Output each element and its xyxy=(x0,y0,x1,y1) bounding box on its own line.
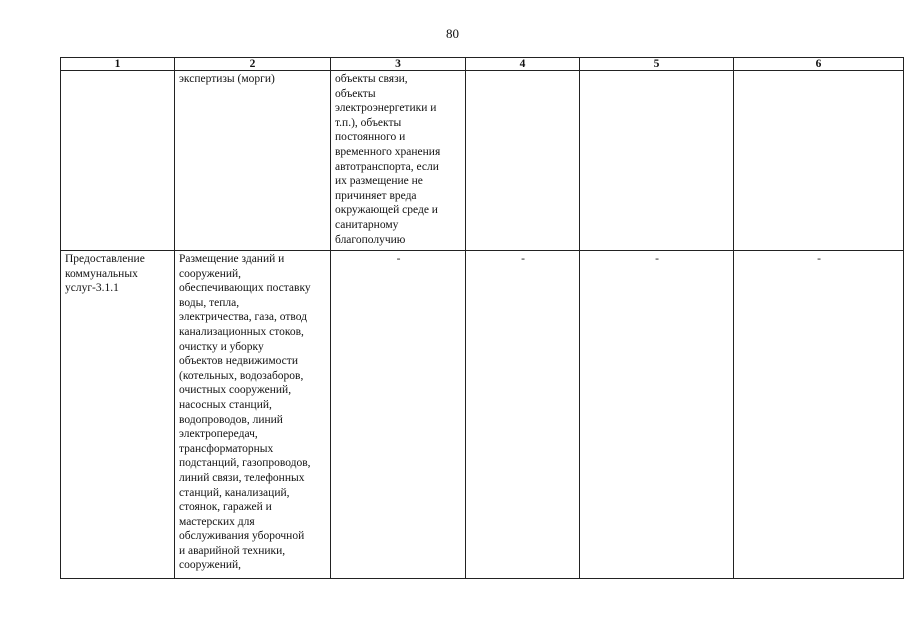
table-row xyxy=(61,251,904,579)
table-row xyxy=(61,71,904,251)
row2-col5: - xyxy=(580,251,734,579)
header-col-6: 6 xyxy=(734,58,904,71)
row2-use-type: Предоставление коммунальных услуг-3.1.1 xyxy=(61,251,175,579)
header-col-2: 2 xyxy=(175,58,331,71)
permitted-use-table xyxy=(60,57,904,579)
row2-col4: - xyxy=(466,251,580,579)
row1-col3: объекты связи, объекты электроэнергетики и т.п.), объекты постоянного и временного хранения автотранспорта, если их размещение не причиняет вреда окружающей среде и санитарному благополучию xyxy=(331,71,466,251)
header-col-1: 1 xyxy=(61,58,175,71)
page-number: 80 xyxy=(446,26,459,41)
header-col-5: 5 xyxy=(580,58,734,71)
row1-use-type xyxy=(61,71,175,251)
table-header-row xyxy=(61,58,904,71)
row1-description: экспертизы (морги) xyxy=(175,71,331,251)
row2-col6: - xyxy=(734,251,904,579)
header-col-4: 4 xyxy=(466,58,580,71)
row2-description: Размещение зданий и сооружений, обеспечивающих поставку воды, тепла, электричества, газа, отвод канализационных стоков, очистку и уборку объектов недвижимости (котельных, водозаборов, очистных сооружений, насосных станций, водопроводов, линий электропередач, трансформаторных подстанций, газопроводов, линий связи, телефонных станций, канализаций, стоянок, гаражей и мастерских для обслуживания уборочной и аварийной техники, сооружений, xyxy=(175,251,331,579)
header-col-3: 3 xyxy=(331,58,466,71)
row1-col6 xyxy=(734,71,904,251)
row2-col3: - xyxy=(331,251,466,579)
row1-col5 xyxy=(580,71,734,251)
row1-col4 xyxy=(466,71,580,251)
